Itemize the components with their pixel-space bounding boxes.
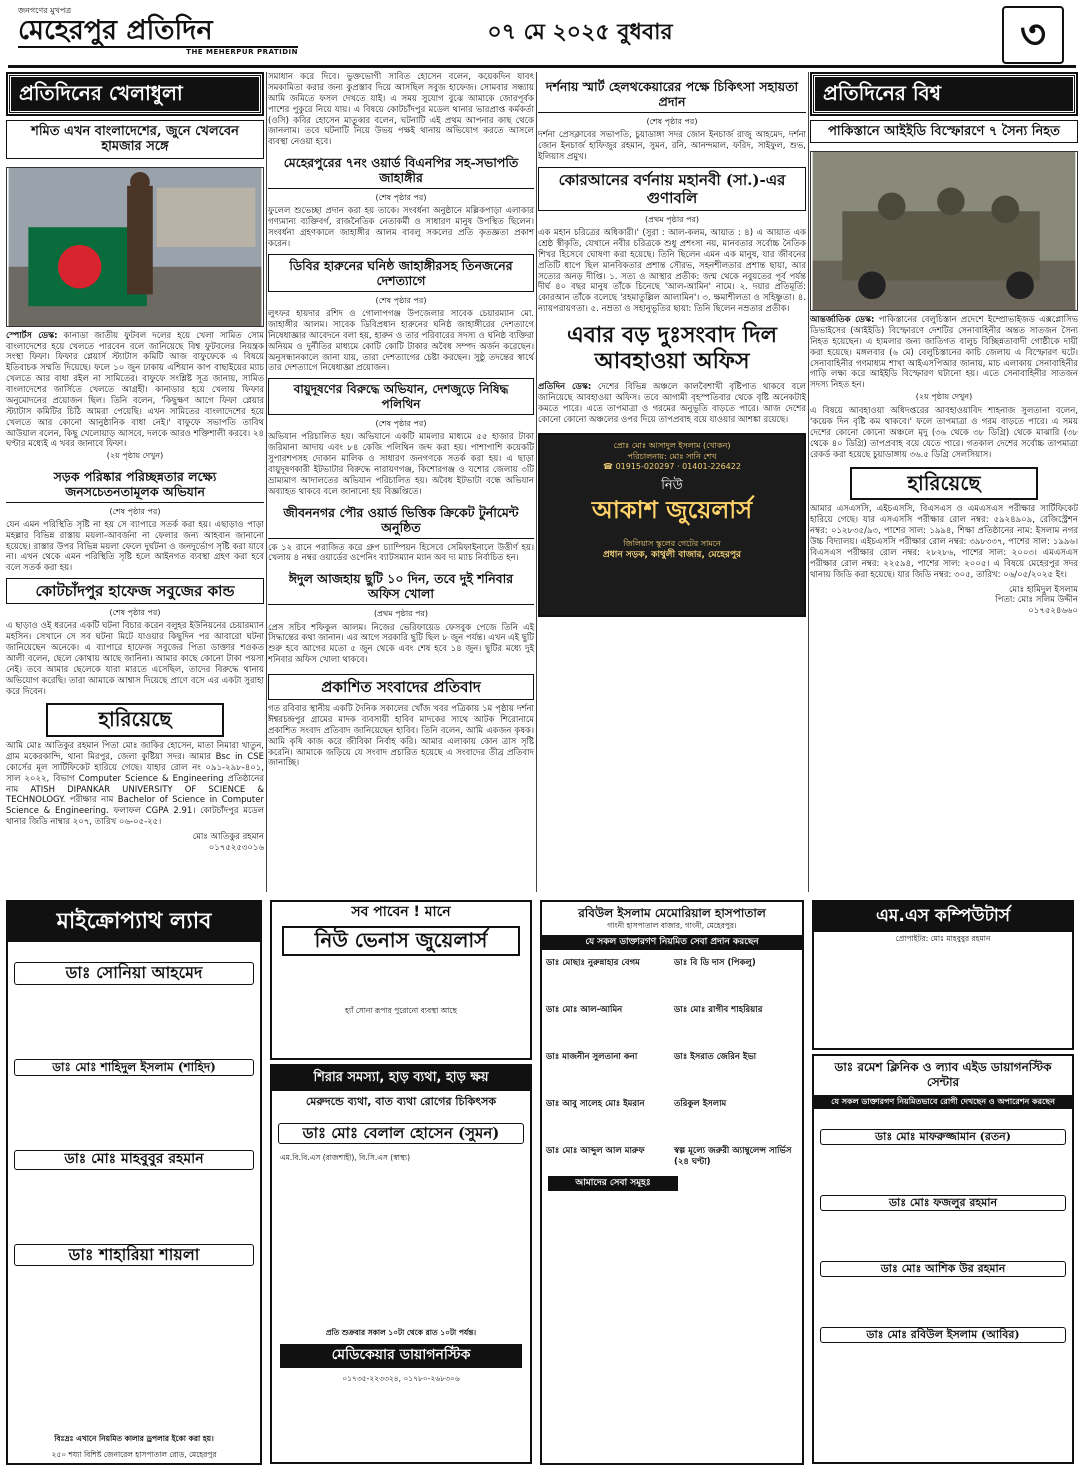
- continue-note: (শেষ পৃষ্ঠার পর): [375, 193, 427, 203]
- article-headline[interactable]: সড়ক পরিষ্কার পরিচ্ছন্নতার লক্ষ্যে জনসচেতনতামূলক অভিযান: [6, 466, 264, 503]
- ad-brand-name: আকাশ জুয়েলার্স: [591, 494, 753, 524]
- ad-doctor-grid: [542, 954, 802, 1171]
- ad-tagline: সব পাবেন ! মানে: [351, 904, 451, 920]
- sports-column: [6, 72, 264, 854]
- continue-note: (শেষ পৃষ্ঠার পর): [109, 506, 161, 516]
- column-rule: [266, 72, 267, 892]
- ad-doctor: ডাঃ মোঃ আল-আমিন: [546, 1005, 623, 1016]
- ad-robiul-hospital[interactable]: [540, 900, 804, 1465]
- article-body: যেন এমন পরিস্থিতি সৃষ্টি না হয় সে ব্যাপারে সতর্ক করা হয়। এছাড়াও পাড়া মহল্লার বিভিন্ন রাস্তায় ময়লা-আবর্জনা না ফেলার জন্য আহবান জানানো হয়েছে। রাস্তার উপর বিভিন্ন ময়লা ফেলে দুর্ঘটনা ও জনদুর্ভোগ সৃষ্টি করা যাবে না। এখন থেকে এমন পরিস্থিতি সৃষ্টি হলে আইনগত ব্যবস্থা গ্রহণ করা হবে বলে সতর্ক করা হয়।: [6, 519, 264, 574]
- ad-address: প্রধান সড়ক, কাথুলী বাজার, মেহেরপুর: [602, 549, 742, 560]
- ad-ambulance: স্বল্প মূল্যে জরুরী অ্যাম্বুলেন্স সার্ভিস (২৪ ঘণ্টা): [674, 1145, 792, 1167]
- article-body: লুৎফর হায়দার রশিদ ও গোলাপগঞ্জ উপজেলার সাবেক চেয়ারম্যান মো. জাহাঙ্গীর আলম। সাবেক ডিবিপ্রধান হারুনের ঘনিষ্ঠ জাহাঙ্গীরের দেশত্যাগে নিষেধাজ্ঞার আবেদনে বলা হয়, হারুন ও তার পরিবারের সদস্য ও ঘনিষ্ঠ ব্যক্তিরা অনিয়ম ও দুর্নীতির মাধ্যমে কোটি কোটি টাকার অবৈধ সম্পদ অর্জন করেছেন। অনুসন্ধানকালে জানা যায়, তারা দেশত্যাগের চেষ্টা করছেন। সুষ্ঠু তদন্তের স্বার্থে তার দেশত্যাগে নিষেধাজ্ঞা প্রয়োজন।: [268, 309, 534, 374]
- ad-time: প্রতি শুক্রবার সকাল ১০টা থেকে রাত ১০টা পর্যন্ত।: [325, 1328, 477, 1338]
- ad-director: পরিচালনায়: মোঃ সানি শেখ: [627, 451, 717, 461]
- article-headline[interactable]: ঈদুল আজহায় ছুটি ১০ দিন, তবে দুই শনিবার অফিস খোলা: [268, 568, 534, 605]
- ad-doctor: ডাঃ মোঃ আব্দুল আল মারুফ: [546, 1145, 645, 1156]
- ad-subtitle: যে সকল ডাক্তারগণ নিয়মিত সেবা প্রদান করছেন: [542, 935, 802, 951]
- ad-doctor: ডাঃ মোঃ শাহিদুল ইসলাম (শাহিদ): [14, 1059, 254, 1076]
- article-body: এ বিষয়ে আবহাওয়া অধিদপ্তরের আবহাওয়াবিদ শাহনাজ সুলতানা বলেন, 'কয়েক দিন বৃষ্টি কম থাকবে।' ফলে তাপমাত্রা ও গরম বাড়তে পারে। এ সময় দেশের কোনো কোনো অঞ্চলে মৃদু (৩৬ থেকে ৩৮ ডিগ্রি) থেকে মাঝারি (৩৮ থেকে ৪০ ডিগ্রি) তাপপ্রবাহ বয়ে যেতে পারে। গতকাল দেশের সর্বোচ্চ তাপমাত্রা রেকর্ড করা হয়েছে চুয়াডাঙ্গায় ৩৬.৫ ডিগ্রি সেলসিয়াস।: [810, 406, 1078, 460]
- lost-notice-title: হারিয়েছে: [850, 467, 1038, 501]
- ad-subtitle: প্রোপাইটর: মোঃ মাহবুবুর রহমান: [895, 933, 991, 943]
- soldiers-photo: [810, 151, 1078, 311]
- brand-name-en: THE MEHERPUR PRATIDIN: [186, 48, 298, 57]
- article-headline[interactable]: কোরআনের বর্ণনায় মহানবী (সা.)-এর গুণাবলি: [538, 167, 806, 211]
- ad-doctor: ডাঃ বি ডি দাস (পিকলু): [674, 958, 756, 969]
- ad-degrees: এম.বি.বি.এস (রাজশাহী), বি.সি.এস (স্বাস্থ্য): [280, 1152, 410, 1162]
- article-body: স্পোর্টস ডেস্ক: কানাডা জাতীয় ফুটবল দলের হয়ে খেলা সামিত সোম বাংলাদেশের হয়ে খেলতে পারবেন বলে জানিয়েছে বিশ্ব ফুটবলের নিয়ন্ত্রক সংস্থা ফিফা। ফিফার প্লেয়ার্স স্ট্যাটাস কমিটি আজ বাফুফেকে এ বিষয়ে ইতিবাচক সম্মতি দিয়েছে। ফলে ১০ জুন ঢাকায় এশিয়ান কাপ বাছাইয়ের ম্যাচ খেলতে আর বাধা রইল না সামিতের। বাফুফে সংশ্লিষ্ট সূত্র জানায়, সামিত বাংলাদেশের জার্সিতে খেলতে আগ্রহী। কানাডার হয়ে খেলায় ফিফার অনুমোদনের প্রয়োজন ছিল। তিনি বলেন, 'কিছুক্ষণ আগে ফিফা প্লেয়ার স্ট্যাটাস কমিটির চিঠি আমরা পেয়েছি। এখন সামিতের বাংলাদেশের হয়ে খেলতে আর কোনো আনুষ্ঠানিক বাধা নেই।' বাফুফে সভাপতি তাবিথ আউয়াল বলেন, কিছু খেলোয়াড় আসবে, দলকে আরও শক্তিশালী করবে। ২৪ ঘণ্টার মধ্যেই এ খবর জানাবে ফিফা।: [6, 330, 264, 450]
- ad-ms-computers[interactable]: [812, 900, 1074, 1050]
- ad-doctor: ডাঃ মোছাঃ নুরুন্নাহার বেগম: [546, 958, 640, 969]
- article-headline[interactable]: ডিবির হারুনের ঘনিষ্ঠ জাহাঙ্গীরসহ তিনজনের দেশত্যাগে: [268, 254, 534, 292]
- ad-title: শিরার সমস্যা, হাড় ব্যথা, হাড় ক্ষয়: [272, 1066, 530, 1091]
- ad-doctor: ডাঃ মোঃ রাগীব শাহরিয়ার: [674, 1005, 763, 1016]
- ad-title: মাইক্রোপ্যাথ ল্যাব: [8, 902, 260, 942]
- section-banner-sports: প্রতিদিনের খেলাধুলা: [8, 74, 262, 114]
- ad-doctor: ডাঃ মোঃ মাহবুবুর রহমান: [14, 1150, 254, 1170]
- lost-notice-body: আমি মোঃ আতিকুর রহমান পিতা মোঃ জাকির হোসেন, মাতা নিমারা খাতুন, গ্রাম মকেরকান্দি, থানা মিরপুর, জেলা কুষ্টিয়া সদর। আমার Bsc in CSE কোর্সের মূল সার্টিফিকেট হারিয়ে গেছে। যাহার রোল নং ০৯১-২৯৮-৪০১, সাল ২০২২, বিভাগ Computer Science & Engineering প্রতিষ্ঠানের নাম ATISH DIPANKAR UNIVERSITY OF SCIENCE & TECHNOLOGY. পরীক্ষার নাম Bachelor of Science in Computer Science & Engineering. ফলাফল CGPA 2.91। কোটচাঁদপুর মডেল থানার জিডি নাম্বার ২০৭, তারিখ ০৬-০৫-২৫।: [6, 741, 264, 828]
- ad-phone: ০১৭৩৫-২২৩৩২৪, ০১৭৮০-২৬৮৩০৬: [342, 1373, 460, 1383]
- article-body: কে ১২ রানে পরাজিত করে গ্রুপ চ্যাম্পিয়ন হিসেবে সেমিফাইনালে উত্তীর্ণ হয়। খেলায় ৪ নম্বর ওয়ার্ডের ওপেনিং ব্যাটসম্যান ম্যান অব দ্য ম্যাচ নির্বাচিত হন।: [268, 542, 534, 564]
- ad-venus-jewellers[interactable]: [270, 900, 532, 1060]
- ad-subtitle: মেরুদন্ডে ব্যথা, বাত ব্যথা রোগের চিকিৎসক: [305, 1094, 497, 1108]
- article-body: দর্শনা প্রেসক্লাবের সভাপতি, চুয়াডাঙ্গা সদর জোন ইনচার্জ রাজু আহমেদ, দর্শনা জোন ইনচার্জ হাফিজুর রহমান, সুমন, রনি, আনন্দমাল, ফরিদ, সাইফুল, শুভ, ইলিয়াস প্রমুখ।: [538, 130, 806, 162]
- brand-name: মেহেরপুর প্রতিদিন: [18, 16, 298, 48]
- article-body: অভিযান পরিচালিত হয়। অভিযানে একটি মামলার মাধ্যমে ৫৫ হাজার টাকা জরিমানা আদায় এবং ৮৪ কেজি পলিথিন জব্দ করা হয়। পাশাপাশি কয়েকটি সুপারশপসহ দোকান মালিক ও সাধারণ জনগণকে সতর্ক করা হয়। এ ছাড়া বায়ুদূষণকারী ইটভাটার বিরুদ্ধে নারায়ণগঞ্জ, কিশোরগঞ্জ ও যশোর জেলায় ৩টি ভ্রাম্যমাণ আদালতের অভিযান পরিচালিত হয়। অবৈধ ইটভাটা বন্ধে অভিযান অব্যাহত থাকবে বলে জানানো হয় বিজ্ঞপ্তিতে।: [268, 432, 534, 497]
- article-headline-weather[interactable]: এবার বড় দুঃসংবাদ দিল আবহাওয়া অফিস: [566, 322, 778, 375]
- article-headline[interactable]: কোটচাঁদপুর হাফেজ সবুজের কান্ড: [6, 578, 264, 604]
- article-headline[interactable]: জীবননগর পৌর ওয়ার্ড ভিত্তিক ক্রিকেট টুর্নামেন্ট অনুষ্ঠিত: [268, 502, 534, 539]
- lost-notice-title: হারিয়েছে: [46, 703, 224, 737]
- brand-logo[interactable]: [18, 6, 298, 57]
- article-headline[interactable]: দর্শনায় স্মার্ট হেলথকেয়ারের পক্ষে চিকিৎসা সহায়তা প্রদান: [538, 76, 806, 113]
- lost-notice-signoff: মোঃ আতিকুর রহমান ০১৭৫২৫৩০১৬: [192, 832, 264, 853]
- article-body: সমাধান করে দিবে। ভুক্তভোগী সাবিত হোসেন বলেন, কয়েকদিন যাবৎ সমকামিতা করার জন্য কুপ্রস্তাব দিয়ে আসছিল সবুজ হাফেজ। সোমবার সন্ধ্যায় আমি জমিতে ফসল দেখতে যাই। এ সময় সুযোগ বুঝে আমাকে জোরপূর্বক পাশের পুকুরে নিয়ে যায়। এ বিষয়ে কোটচাঁদপুর মডেল থানার ভারপ্রাপ্ত কর্মকর্তা (ওসি) কবির হোসেন মাতুব্বর বলেন, ঘটনাটি এই প্রথম আপনার কাছ থেকে জানলাম। তবে ঘটনাটি নিয়ে উভয় পক্ষই থানায় অভিযোগ করতে আসলে ব্যবস্থা নেওয়া হবে।: [268, 72, 534, 148]
- ad-center: মেডিকেয়ার ডায়াগনস্টিক: [280, 1344, 522, 1368]
- article-headline[interactable]: শমিত এখন বাংলাদেশের, জুনে খেলবেন হামজার সঙ্গে: [6, 120, 264, 159]
- article-body: ফুলেল শুভেচ্ছা প্রদান করা হয় তাকে। সংবর্ধনা অনুষ্ঠানে মল্লিকপাড়া এলাকার গণ্যমান্য ব্যক্তিবর্গ, রাজনৈতিক নেতাকর্মী ও সাধারণ মানুষ উপস্থিত ছিলেন। সংবর্ধনা গ্রহণকালে জাহাঙ্গীর আলম বাবলু সকলের প্রতি কৃতজ্ঞতা প্রকাশ করেন।: [268, 206, 534, 249]
- ad-footer-note: বিঃদ্রঃ এখানে নিয়মিত কালার ড্রপলার ইকো করা হয়।: [54, 1433, 214, 1443]
- continue-note: (২য় পৃষ্ঠায় দেখুন): [106, 451, 164, 461]
- article-body: এক মহান চরিত্রের অধিকারী।' (সুরা : আল-কলম, আয়াত : ৪) এ আয়াত এক শ্রেষ্ঠ স্বীকৃতি, যেখানে নবীর চরিত্রকে শুধু প্রশংসা নয়, মানবতার সর্বোচ্চ নৈতিক শিখর হিসেবে ঘোষণা করা হয়েছে। তিনি ছিলেন এমন এক মানুষ, যার জীবনের প্রতিটি ধাপে ছিল মানবিকতার প্রশান্ত সৌরভ, সহনশীলতার প্রশান্ত ছায়া, আর সত্যের অনড় দীপ্তি। ১. সত্য ও আস্থার প্রতীক: জন্ম থেকে নবুয়তের পূর্ব পর্যন্ত দীর্ঘ ৪০ বছর মানুষ তাঁকে চিনেছে 'আল-আমিন' নামে। ২. দয়ার প্রতিমূর্তি: কোরআন তাঁকে বলেছে 'রহমাতুল্লিল আলামিন'। ৩. ক্ষমাশীলতা ও সহিষ্ণুতা। ৪. ন্যায়পরায়ণতা। ৫. নম্রতা ও সহানুভূতির ছায়া: তিনি ছিলেন নম্রতার প্রতীক।: [538, 228, 806, 315]
- world-column: [810, 72, 1078, 617]
- lost-notice-signoff: মোঃ হামিদুল ইসলাম পিতা: মোঃ সলিম উদ্দীন ০১৭৫২৪৬৬০: [995, 584, 1078, 617]
- ad-ramesh-clinic[interactable]: [812, 1054, 1074, 1464]
- article-headline[interactable]: পাকিস্তানে আইইডি বিস্ফোরণে ৭ সৈন্য নিহত: [810, 120, 1078, 144]
- column-rule: [808, 72, 809, 892]
- ad-akash-jewellers[interactable]: [538, 433, 806, 617]
- ad-address: ২৫০ শয্যা বিশিষ্ট জেনারেল হাসপাতাল রোড, মেহেরপুর: [51, 1449, 217, 1459]
- issue-date: ০৭ মে ২০২৫ বুধবার: [487, 19, 673, 45]
- ad-doctor: ডাঃ মোঃ রবিউল ইসলাম (আবির): [820, 1327, 1066, 1343]
- ad-owner: প্রোঃ মোঃ আসাদুল ইসলাম (খোকন): [613, 441, 731, 451]
- ad-address: গাংনী হাসপাতাল বাজার, গাংনী, মেহেরপুর।: [607, 921, 737, 931]
- article-body: প্রতিদিন ডেস্ক: দেশের বিভিন্ন অঞ্চলে কালবৈশাখী বৃষ্টিপাত থাকবে বলে জানিয়েছে আবহাওয়া অফিস। তবে আগামী বৃহস্পতিবার থেকে বৃষ্টি অনেকটাই কমতে পারে। এতে তাপমাত্রা ও গরমের অনুভূতি বাড়তে পারে। আজ দেশের কোনো কোনো অঞ্চলের ওপর দিয়ে তাপপ্রবাহ বয়ে যাওয়ার আশঙ্কা রয়েছে।: [538, 381, 807, 425]
- continue-note: (২য় পৃষ্ঠায় দেখুন): [915, 392, 973, 402]
- continue-note: (প্রথম পৃষ্ঠার পর): [644, 214, 700, 224]
- ad-line: হ্যাঁ সোনা রূপার পুরোনো ব্যবস্থা আছে: [345, 1005, 457, 1015]
- news-column-2: [268, 72, 534, 769]
- player-flag-photo: [6, 167, 264, 327]
- continue-note: (শেষ পৃষ্ঠার পর): [109, 608, 161, 618]
- continue-note: (শেষ পৃষ্ঠার পর): [375, 419, 427, 429]
- article-headline[interactable]: বায়ুদূষণের বিরুদ্ধে অভিযান, দেশজুড়ে নিষিদ্ধ পলিথিন: [268, 378, 534, 415]
- ad-services-title: আমাদের সেবা সমূহঃ: [548, 1176, 678, 1192]
- page-number: ৩: [1002, 6, 1064, 64]
- ad-doctor: ডাঃ ইসরাত জেরিন ইভা: [674, 1052, 757, 1062]
- ad-location: জিলিয়াস স্কুলের গেটের সামনে: [623, 539, 721, 549]
- ad-title: ডাঃ রমেশ ক্লিনিক ও ল্যাব এইড ডায়াগনস্টিক সেন্টার: [834, 1060, 1052, 1090]
- continue-note: (শেষ পৃষ্ঠার পর): [375, 295, 427, 305]
- protest-notice-title[interactable]: প্রকাশিত সংবাদের প্রতিবাদ: [268, 674, 534, 700]
- ad-title: নিউ ভেনাস জুয়েলার্স: [282, 926, 520, 956]
- article-body: প্রেস সচিব শফিকুল আলম। নিজের ভেরিফায়েড ফেসবুক পেজে তিনি এই সিদ্ধান্তের কথা জানান। এর আগে সরকারি ছুটি ছিল ৮ জুন পর্যন্ত। এখন এই ছুটি শুরু হবে আগের মতো ৫ জুন থেকে এবং শেষ হবে ১৪ জুন। ছুটির মধ্যে দুই শনিবার অফিস খোলা থাকবে।: [268, 622, 534, 666]
- masthead: [8, 4, 1076, 68]
- section-banner-world: প্রতিদিনের বিশ্ব: [812, 74, 1076, 114]
- ad-doctor: ডাঃ মাজনীন সুলতানা কনা: [546, 1052, 638, 1062]
- ad-doctor: ডাঃ মোঃ মাফরুজ্জামান (রতন): [820, 1129, 1066, 1145]
- lost-notice-body: আমার এসএসসি, এইচএসসি, বিএসএস ও এমএসএস পরীক্ষার সার্টিফিকেট হারিয়ে গেছে। যার এসএসসি পরীক্ষার রোল নম্বর: ৫৯২৪৯০৯, রেজিস্ট্রেশন নম্বর: ০১২৮৩৫/৯৩, পাশের সাল: ১৯৯৪, শিক্ষা প্রতিষ্ঠানের নাম: ইসলাম নগর উচ্চ বিদ্যালয়। এইচএসসি পরীক্ষার রোল নম্বর: ৩৯৮৩৩৭, পাশের সাল: ১৯৯৬। বিএসএস পরীক্ষার রোল নম্বর: ২৮২৮৬, পাশের সাল: ২০০৩। এমএসএস পরীক্ষার রোল নম্বর: ২২৫৯৪, পাশের সাল: ২০০৫। এ বিষয়ে মেহেরপুর সদর থানায় জিডি করা হয়েছে। যার জিডি নম্বর: ৩০৫, তারিখ: ০৬/০৫/২০২৫ ইং।: [810, 504, 1078, 580]
- article-headline[interactable]: মেহেরপুরের ৭নং ওয়ার্ড বিএনপির সহ-সভাপতি জাহাঙ্গীর: [268, 152, 534, 189]
- news-column-3: [538, 72, 806, 617]
- ad-doctor: ডাঃ সোনিয়া আহমেদ: [14, 962, 254, 984]
- ad-doctor: ডাঃ মোঃ আশিক উর রহমান: [820, 1261, 1066, 1277]
- ad-doctor: ডাঃ শাহারিয়া শায়লা: [14, 1244, 254, 1266]
- ad-title: এম.এস কম্পিউটার্স: [814, 902, 1072, 932]
- ad-doctor: ডাঃ মোঃ বেলাল হোসেন (সুমন): [278, 1123, 524, 1144]
- continue-note: (শেষ পৃষ্ঠার পর): [646, 117, 698, 126]
- ad-doctor: ডাঃ আবু সালেহ মোঃ ইমরান: [546, 1098, 645, 1109]
- continue-note: (প্রথম পৃষ্ঠার পর): [373, 609, 429, 619]
- ad-phone: ☎ 01915-020297 · 01401-226422: [603, 461, 741, 471]
- protest-notice-body: গত রবিবার স্থানীয় একটি দৈনিক সকালের খোঁজ খবর পত্রিকায় ১ম পৃষ্ঠায় দর্শনা ঈশ্বরচন্দ্রপুর গ্রামের মাদক ব্যবসায়ী হাবিব মাদকের সাথে আটক শিরোনামে প্রকাশিত সংবাদ প্রতিবাদ জানিয়েছেন হাবিব। তিনি বলেন, আমি একজন কৃষক। আমি কৃষি কাজ করে জীবিকা নির্বাহ করি। আমার এলাকায় কোন ত্রাস সৃষ্টি করেনি। আমাকে জড়িয়ে যে সংবাদ প্রচারিত হয়েছে এ সংবাদের তীব্র প্রতিবাদ জানাচ্ছি।: [268, 704, 534, 769]
- column-rule: [536, 72, 537, 892]
- article-body: এ ছাড়াও ওই ধরনের একটি ঘটনা বিচার করেন বলুহর ইউনিয়নের চেয়ারম্যান মহসিন। সেখানে সে সব ঘটনা মিটে যাওয়ার কিছুদিন পর আবারো ঘটনা জানিয়েছেন অনেকে। এ ব্যাপারে হাফেজ সবুজের পিতা ডাক্তার শওকত আলী বলেন, ছেলে কোথায় আছে জানিনা। আমার কাছে কোনো টাকা পয়সা নেই। তবে আমার ছেলেকে যারা মারতে এসেছিল, তাদের বিরুদ্ধে থানায় অভিযোগ করেছি। তারা আমাকে আশ্বাস দিয়েছে প্রাণে বসে এর একটা সুরাহা করে দিবেন।: [6, 621, 264, 697]
- ad-title: রবিউল ইসলাম মেমোরিয়াল হাসপাতাল: [578, 906, 766, 920]
- brand-tagline: জনগণের মুখপত্র: [18, 6, 72, 15]
- ad-pain-specialist[interactable]: [270, 1064, 532, 1464]
- ad-subtitle: যে সকল ডাক্তারগণ নিয়মিতভাবে রোগী দেখছেন ও অপারেশন করছেন: [814, 1095, 1072, 1109]
- ad-micropath-lab[interactable]: [6, 900, 262, 1465]
- ad-doctor: তরিকুল ইসলাম: [674, 1098, 727, 1109]
- ad-doctor: ডাঃ মোঃ ফজলুর রহমান: [820, 1195, 1066, 1211]
- ad-brand-new: নিউ: [661, 478, 683, 494]
- article-body: আন্তর্জাতিক ডেস্ক: পাকিস্তানের বেলুচিস্তান প্রদেশে ইম্প্রোভাইজড এক্সপ্লোসিভ ডিভাইসের (আইইডি) বিস্ফোরণে দেশটির সেনাবাহিনীর অন্তত সাতজন সৈন্য নিহত হয়েছেন। এ হামলার জন্য জাতিগত বালুচ বিচ্ছিন্নতাবাদী গোষ্ঠীকে দায়ী করা হয়েছে। মঙ্গলবার (৬ মে) বেলুচিস্তানের কাচি জেলায় এ বিস্ফোরণ ঘটে। সেনাবাহিনীর গণমাধ্যম শাখা আইএসপিআর জানায়, মাচ এলাকায় সেনাবাহিনীর গাড়ি লক্ষ্য করে আইইডি বিস্ফোরণ ঘটানো হয়। এতে সেনাবাহিনীর সাতজন সদস্য নিহত হন।: [810, 315, 1078, 391]
